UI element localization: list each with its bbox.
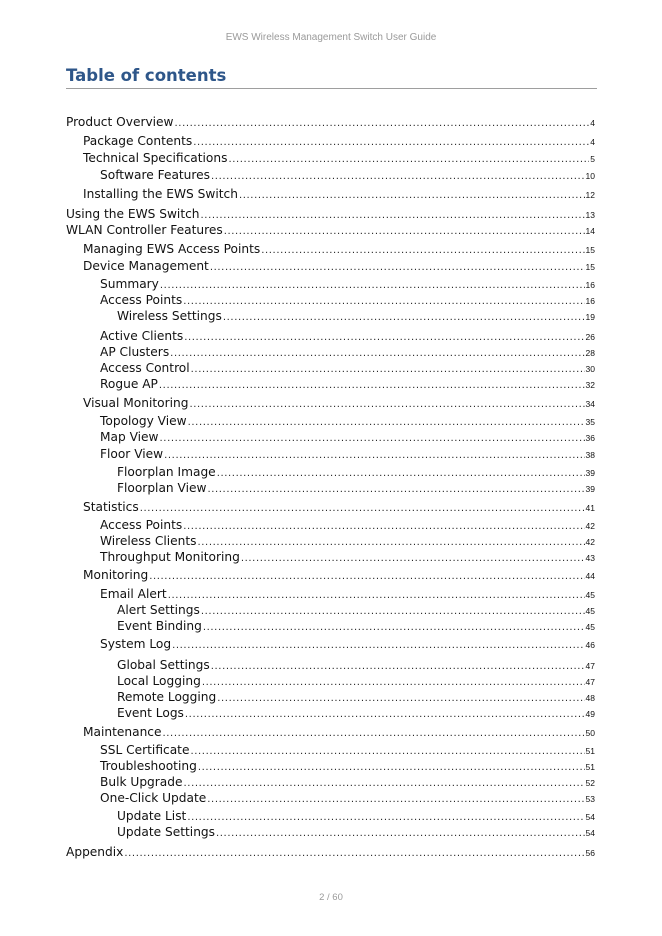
toc-entry-page-number: 51	[585, 762, 595, 772]
toc-entry-page-number: 45	[585, 590, 595, 600]
toc-entry[interactable]	[66, 344, 595, 361]
toc-entry[interactable]	[66, 395, 595, 412]
dot-leader	[164, 447, 584, 464]
dot-leader	[175, 115, 590, 132]
toc-entry-page-number: 5	[590, 154, 595, 164]
toc-entry[interactable]	[66, 689, 595, 706]
toc-entry[interactable]	[66, 824, 595, 841]
toc-entry-label: Troubleshooting	[100, 759, 197, 773]
toc-entry[interactable]	[66, 446, 595, 463]
toc-entry[interactable]	[66, 258, 595, 275]
toc-entry[interactable]	[66, 133, 595, 150]
toc-entry-page-number: 35	[585, 417, 595, 427]
toc-entry[interactable]	[66, 742, 595, 759]
dot-leader	[207, 791, 584, 808]
toc-entry-label: Visual Monitoring	[83, 396, 189, 410]
toc-entry[interactable]	[66, 499, 595, 516]
dot-leader	[239, 187, 585, 204]
toc-entry-page-number: 52	[585, 778, 595, 788]
toc-title: Table of contents	[66, 66, 227, 85]
toc-entry-page-number: 43	[585, 553, 595, 563]
toc-entry[interactable]	[66, 376, 595, 393]
page-number: 2 / 60	[319, 892, 343, 903]
toc-entry[interactable]	[66, 413, 595, 430]
toc-entry-label: Appendix	[66, 845, 124, 859]
toc-entry[interactable]	[66, 533, 595, 550]
dot-leader	[189, 396, 584, 413]
toc-entry[interactable]	[66, 758, 595, 775]
toc-entry-page-number: 12	[585, 190, 595, 200]
dot-leader	[149, 568, 584, 585]
dot-leader	[228, 151, 589, 168]
toc-entry[interactable]	[66, 186, 595, 203]
toc-entry-page-number: 10	[585, 171, 595, 181]
toc-entry-label: WLAN Controller Features	[66, 223, 223, 237]
toc-entry-page-number: 32	[585, 380, 595, 390]
dot-leader	[261, 242, 584, 259]
toc-entry-page-number: 44	[585, 571, 595, 581]
toc-entry-label: Throughput Monitoring	[100, 550, 240, 564]
dot-leader	[140, 500, 585, 517]
toc-entry-label: Device Management	[83, 259, 209, 273]
dot-leader	[193, 134, 589, 151]
toc-entry[interactable]	[66, 808, 595, 825]
toc-entry[interactable]	[66, 276, 595, 293]
toc-entry-page-number: 26	[585, 332, 595, 342]
toc-entry-label: Global Settings	[117, 658, 210, 672]
toc-entry-page-number: 19	[585, 312, 595, 322]
toc-entry-page-number: 16	[585, 296, 595, 306]
toc-entry-label: One-Click Update	[100, 791, 207, 805]
toc-entry-label: Email Alert	[100, 587, 167, 601]
toc-entry-label: Map View	[100, 430, 159, 444]
toc-entry-page-number: 42	[585, 521, 595, 531]
toc-entry-label: Product Overview	[66, 115, 174, 129]
dot-leader	[185, 706, 585, 723]
toc-entry[interactable]	[66, 480, 595, 497]
toc-entry-page-number: 47	[585, 661, 595, 671]
toc-entry-page-number: 39	[585, 468, 595, 478]
toc-entry-label: Update List	[117, 809, 187, 823]
toc-entry-page-number: 14	[585, 226, 595, 236]
toc-entry[interactable]	[66, 167, 595, 184]
dot-leader	[159, 377, 585, 394]
toc-entry-page-number: 13	[585, 210, 595, 220]
toc-entry[interactable]	[66, 517, 595, 534]
toc-entry-label: Summary	[100, 277, 159, 291]
toc-entry-label: Floorplan View	[117, 481, 207, 495]
toc-entry[interactable]	[66, 150, 595, 167]
dot-leader	[163, 725, 585, 742]
toc-entry-page-number: 36	[585, 433, 595, 443]
dot-leader	[223, 309, 585, 326]
toc-entry-label: Technical Specifications	[83, 151, 228, 165]
toc-entry-page-number: 46	[585, 640, 595, 650]
toc-entry[interactable]	[66, 705, 595, 722]
toc-entry[interactable]	[66, 292, 595, 309]
toc-entry[interactable]	[66, 618, 595, 635]
dot-leader	[203, 619, 585, 636]
toc-entry[interactable]	[66, 673, 595, 690]
toc-entry[interactable]	[66, 844, 595, 861]
toc-entry-page-number: 41	[585, 503, 595, 513]
toc-entry-label: Installing the EWS Switch	[83, 187, 238, 201]
page-header: EWS Wireless Management Switch User Guide	[225, 32, 437, 43]
toc-entry-label: Topology View	[100, 414, 187, 428]
toc-entry-label: Access Points	[100, 518, 183, 532]
toc-entry-label: Event Binding	[117, 619, 202, 633]
dot-leader	[224, 223, 585, 240]
toc-entry-label: Monitoring	[83, 568, 149, 582]
toc-entry-label: Using the EWS Switch	[66, 207, 200, 221]
dot-leader	[216, 825, 585, 842]
dot-leader	[210, 259, 585, 276]
toc-entry-page-number: 4	[590, 118, 595, 128]
toc-entry-page-number: 54	[585, 812, 595, 822]
toc-entry-page-number: 51	[585, 746, 595, 756]
title-divider	[66, 88, 597, 89]
toc-entry-label: Event Logs	[117, 706, 184, 720]
toc-entry-page-number: 30	[585, 364, 595, 374]
dot-leader	[124, 845, 584, 862]
toc-entry-page-number: 54	[585, 828, 595, 838]
toc-entry-label: Local Logging	[117, 674, 201, 688]
toc-entry-page-number: 4	[590, 137, 595, 147]
toc-entry[interactable]	[66, 774, 595, 791]
toc-entry[interactable]	[66, 206, 595, 223]
toc-entry-page-number: 48	[585, 693, 595, 703]
toc-entry-page-number: 47	[585, 677, 595, 687]
toc-entry-label: Remote Logging	[117, 690, 217, 704]
toc-entry-label: AP Clusters	[100, 345, 170, 359]
toc-entry-label: Floor View	[100, 447, 164, 461]
toc-entry[interactable]	[66, 328, 595, 345]
toc-entry[interactable]	[66, 360, 595, 377]
toc-entry-page-number: 34	[585, 399, 595, 409]
toc-entry-page-number: 15	[585, 262, 595, 272]
dot-leader	[207, 481, 584, 498]
toc-entry-label: Managing EWS Access Points	[83, 242, 261, 256]
toc-entry[interactable]	[66, 222, 595, 239]
toc-entry-label: Maintenance	[83, 725, 162, 739]
toc-entry[interactable]	[66, 114, 595, 131]
toc-entry[interactable]	[66, 429, 595, 446]
toc-entry[interactable]	[66, 586, 595, 603]
toc-entry-label: Alert Settings	[117, 603, 200, 617]
toc-entry-page-number: 53	[585, 794, 595, 804]
toc-entry-page-number: 50	[585, 728, 595, 738]
toc-entry-label: Wireless Clients	[100, 534, 197, 548]
toc-entry-label: Statistics	[83, 500, 139, 514]
toc-entry-label: System Log	[100, 637, 172, 651]
dot-leader	[211, 168, 585, 185]
toc-entry[interactable]	[66, 657, 595, 674]
toc-entry-label: Access Control	[100, 361, 190, 375]
toc-entry-page-number: 45	[585, 622, 595, 632]
toc-entry-page-number: 42	[585, 537, 595, 547]
toc-entry-label: Bulk Upgrade	[100, 775, 183, 789]
toc-entry[interactable]	[66, 602, 595, 619]
toc-entry[interactable]	[66, 549, 595, 566]
toc-entry-label: Rogue AP	[100, 377, 158, 391]
toc-entry-label: Software Features	[100, 168, 211, 182]
toc-entry[interactable]	[66, 636, 595, 653]
toc-entry[interactable]	[66, 241, 595, 258]
toc-entry-label: Update Settings	[117, 825, 215, 839]
toc-entry-page-number: 15	[585, 245, 595, 255]
toc-entry-label: Floorplan Image	[117, 465, 216, 479]
toc-entry-page-number: 45	[585, 606, 595, 616]
dot-leader	[241, 550, 585, 567]
toc-entry-page-number: 38	[585, 450, 595, 460]
toc-entry-label: Access Points	[100, 293, 183, 307]
toc-entry[interactable]	[66, 567, 595, 584]
toc-entry-label: Wireless Settings	[117, 309, 222, 323]
toc-entry[interactable]	[66, 308, 595, 325]
toc-entry-label: SSL Certificate	[100, 743, 190, 757]
dot-leader	[160, 430, 585, 447]
toc-entry-page-number: 28	[585, 348, 595, 358]
toc-entry[interactable]	[66, 464, 595, 481]
toc-entry-label: Package Contents	[83, 134, 193, 148]
dot-leader	[172, 637, 584, 654]
toc-entry-page-number: 16	[585, 280, 595, 290]
toc-entry-page-number: 39	[585, 484, 595, 494]
toc-entry[interactable]	[66, 790, 595, 807]
toc-entry[interactable]	[66, 724, 595, 741]
toc-entry-page-number: 49	[585, 709, 595, 719]
toc-entry-page-number: 56	[585, 848, 595, 858]
toc-entry-label: Active Clients	[100, 329, 184, 343]
